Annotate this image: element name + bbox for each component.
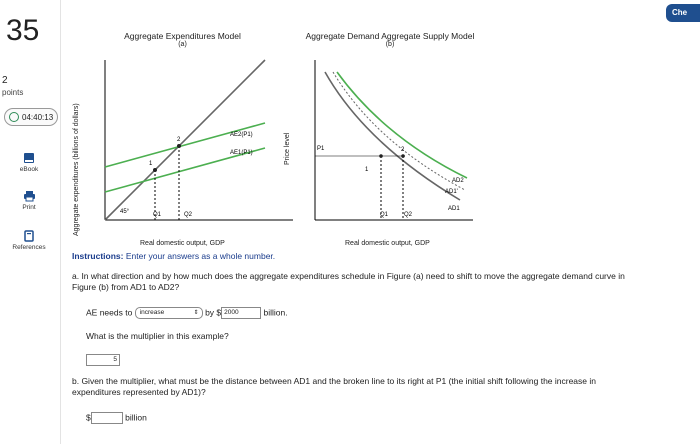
figure-a-xlabel: Real domestic output, GDP (140, 240, 225, 247)
question-number: 35 (6, 14, 40, 47)
ad1-label: AD1 (448, 206, 460, 212)
ae2-label: AE2(P1) (230, 132, 253, 138)
question-a: a. In what direction and by how much does the aggregate expenditures schedule in Figure (a) need to shift to move the aggregate demand curve in Figure (b) from AD1 to AD2? (72, 271, 625, 292)
answer-a-row (86, 307, 288, 319)
point-1 (153, 168, 157, 172)
line-45-degree (105, 60, 265, 220)
print-button[interactable] (2, 190, 56, 211)
distance-input[interactable] (91, 412, 123, 424)
figure-a-chart (95, 58, 295, 228)
instructions-label: Instructions: (72, 251, 124, 261)
ad2-label: AD2 (452, 178, 464, 184)
angle-label: 45° (120, 209, 130, 215)
answer-b-row (86, 412, 147, 424)
multiplier-input[interactable]: 5 (86, 354, 120, 366)
sidebar-divider (60, 0, 61, 444)
multiplier-row (86, 351, 120, 369)
point-2 (177, 144, 181, 148)
ad2-curve (337, 72, 467, 178)
ebook-button[interactable] (2, 152, 56, 173)
clock-icon (9, 112, 19, 122)
print-icon (23, 190, 36, 202)
q1-label: Q1 (153, 212, 162, 218)
ae-amount-input[interactable]: 2000 (221, 307, 261, 319)
figure-a-subtitle: (a) (178, 41, 187, 48)
point-2-label: 2 (177, 137, 181, 143)
ae2-line (105, 123, 265, 167)
check-button[interactable]: Che (666, 4, 700, 22)
instructions (72, 251, 275, 261)
figure-b-xlabel: Real domestic output, GDP (345, 240, 430, 247)
figure-b-title: Aggregate Demand Aggregate Supply Model (305, 31, 475, 41)
references-label: References (12, 244, 46, 251)
ebook-label: eBook (19, 166, 39, 173)
select-arrows-icon: ⇕ (193, 310, 199, 316)
q2-label: Q2 (184, 212, 193, 218)
point-1-label: 1 (365, 167, 369, 173)
ad1-curve (325, 72, 460, 200)
qb-suffix: billion (125, 412, 147, 423)
ae-suffix: billion. (263, 307, 288, 318)
figure-b-ylabel: Price level (284, 132, 291, 165)
print-label: Print (22, 204, 36, 211)
point-1-label: 1 (149, 161, 153, 167)
figure-a-ylabel: Aggregate expenditures (billions of dollars) (73, 103, 80, 236)
ae1-label: AE1(P1) (230, 150, 253, 156)
timer-badge[interactable] (4, 108, 58, 126)
ae-prefix: AE needs to (86, 307, 133, 318)
timer-value: 04:40:13 (22, 112, 54, 122)
p1-label: P1 (317, 146, 325, 152)
q2-label: Q2 (404, 212, 413, 218)
qb-prefix: $ (86, 412, 91, 423)
references-button[interactable] (2, 230, 56, 251)
ae-by: by $ (205, 307, 222, 318)
points-label: points (2, 88, 24, 97)
point-2 (401, 154, 405, 158)
direction-select-value: increase (139, 309, 165, 316)
book-icon (23, 152, 35, 164)
multiplier-question: What is the multiplier in this example? (86, 331, 229, 341)
figure-a-title: Aggregate Expenditures Model (124, 31, 241, 41)
figure-b-subtitle: (b) (385, 41, 395, 48)
points-value: 2 (2, 75, 8, 86)
point-2-label: 2 (401, 147, 405, 153)
ad1-prime-curve (333, 72, 465, 190)
q1-label: Q1 (380, 212, 389, 218)
question-b: b. Given the multiplier, what must be the distance between AD1 and the broken line to its right at P1 (the initial shift following the increase in expenditures represented by AD1)? (72, 376, 596, 397)
ad1-prime-label: AD1' (445, 189, 458, 195)
figure-b-chart (305, 58, 475, 228)
instructions-text: Enter your answers as a whole number. (123, 251, 276, 261)
direction-select[interactable] (135, 307, 203, 319)
point-1 (379, 154, 383, 158)
references-icon (23, 230, 35, 242)
